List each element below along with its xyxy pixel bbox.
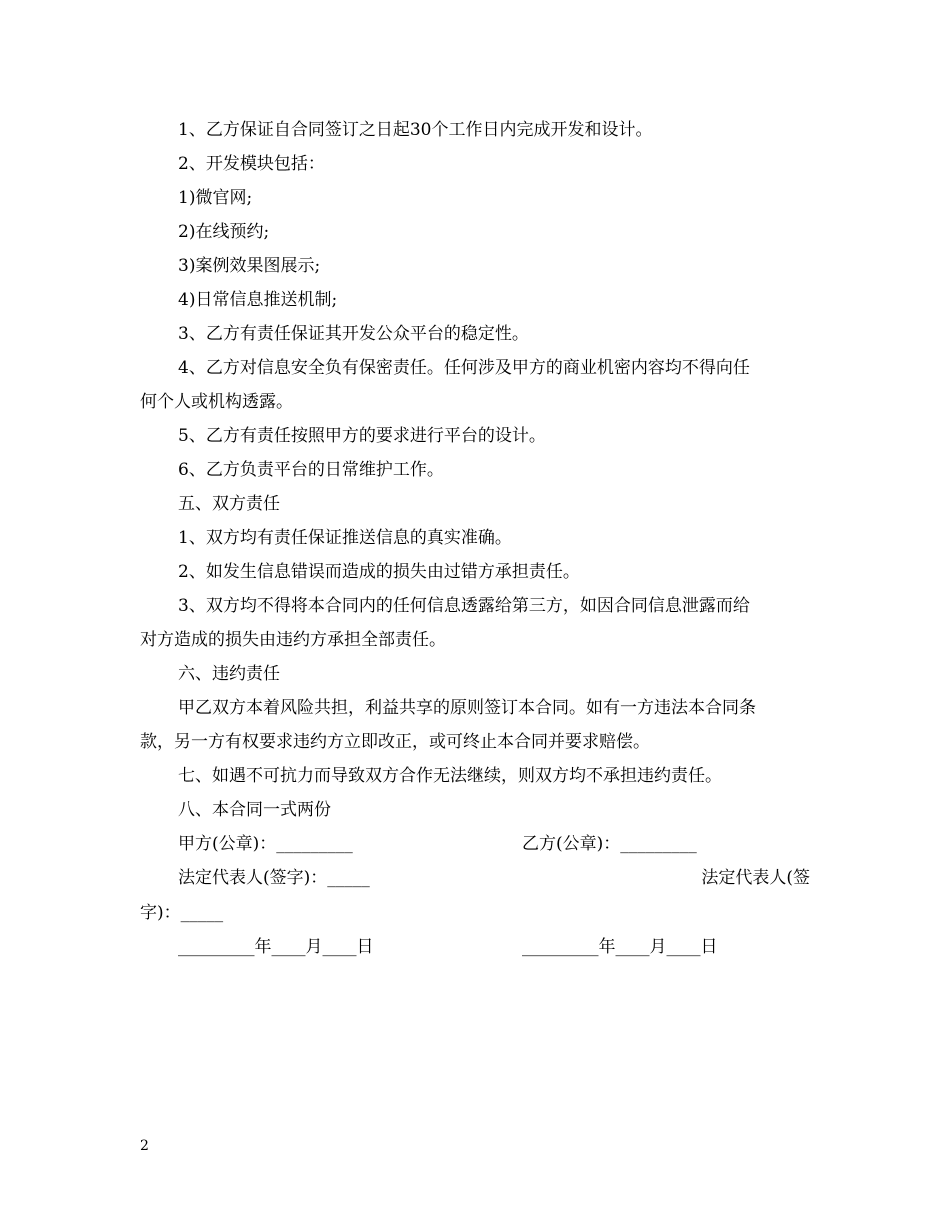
clause-text: 5、乙方有责任按照甲方的要求进行平台的设计。: [178, 426, 546, 446]
party-b-date-field: _________年____月____日: [522, 937, 718, 957]
page-number: 2: [140, 1138, 149, 1154]
list-item: 3)案例效果图展示;: [178, 256, 321, 276]
clause-text: 3、双方均不得将本合同内的任何信息透露给第三方，如因合同信息泄露而给: [178, 596, 750, 616]
party-a-representative-field: 法定代表人(签字)：_____: [178, 868, 370, 888]
section-heading: 六、违约责任: [178, 664, 280, 684]
clause-text: 2、如发生信息错误而造成的损失由过错方承担责任。: [178, 562, 580, 582]
clause-text: 甲乙双方本着风险共担，利益共享的原则签订本合同。如有一方违法本合同条: [178, 698, 756, 718]
list-item: 4)日常信息推送机制;: [178, 290, 338, 310]
section-heading: 七、如遇不可抗力而导致双方合作无法继续，则双方均不承担违约责任。: [178, 766, 722, 786]
clause-text-continued: 对方造成的损失由违约方承担全部责任。: [140, 630, 446, 650]
clause-text: 6、乙方负责平台的日常维护工作。: [178, 460, 444, 480]
section-heading: 八、本合同一式两份: [178, 800, 331, 820]
clause-text: 4、乙方对信息安全负有保密责任。任何涉及甲方的商业机密内容均不得向任: [178, 358, 750, 378]
section-heading: 五、双方责任: [178, 494, 280, 514]
clause-text: 1、乙方保证自合同签订之日起30个工作日内完成开发和设计。: [178, 120, 653, 140]
clause-text: 2、开发模块包括：: [178, 154, 325, 174]
party-a-seal-field: 甲方(公章)：_________: [178, 834, 353, 854]
party-b-representative-field-continued: 字)：_____: [140, 903, 224, 923]
clause-text-continued: 何个人或机构透露。: [140, 392, 293, 412]
list-item: 1)微官网;: [178, 188, 253, 208]
party-a-date-field: _________年____月____日: [178, 937, 374, 957]
party-b-seal-field: 乙方(公章)：_________: [522, 834, 697, 854]
clause-text: 1、双方均有责任保证推送信息的真实准确。: [178, 528, 512, 548]
clause-text: 3、乙方有责任保证其开发公众平台的稳定性。: [178, 324, 529, 344]
clause-text-continued: 款，另一方有权要求违约方立即改正，或可终止本合同并要求赔偿。: [140, 732, 650, 752]
list-item: 2)在线预约;: [178, 222, 270, 242]
party-b-representative-field: 法定代表人(签: [701, 868, 810, 888]
